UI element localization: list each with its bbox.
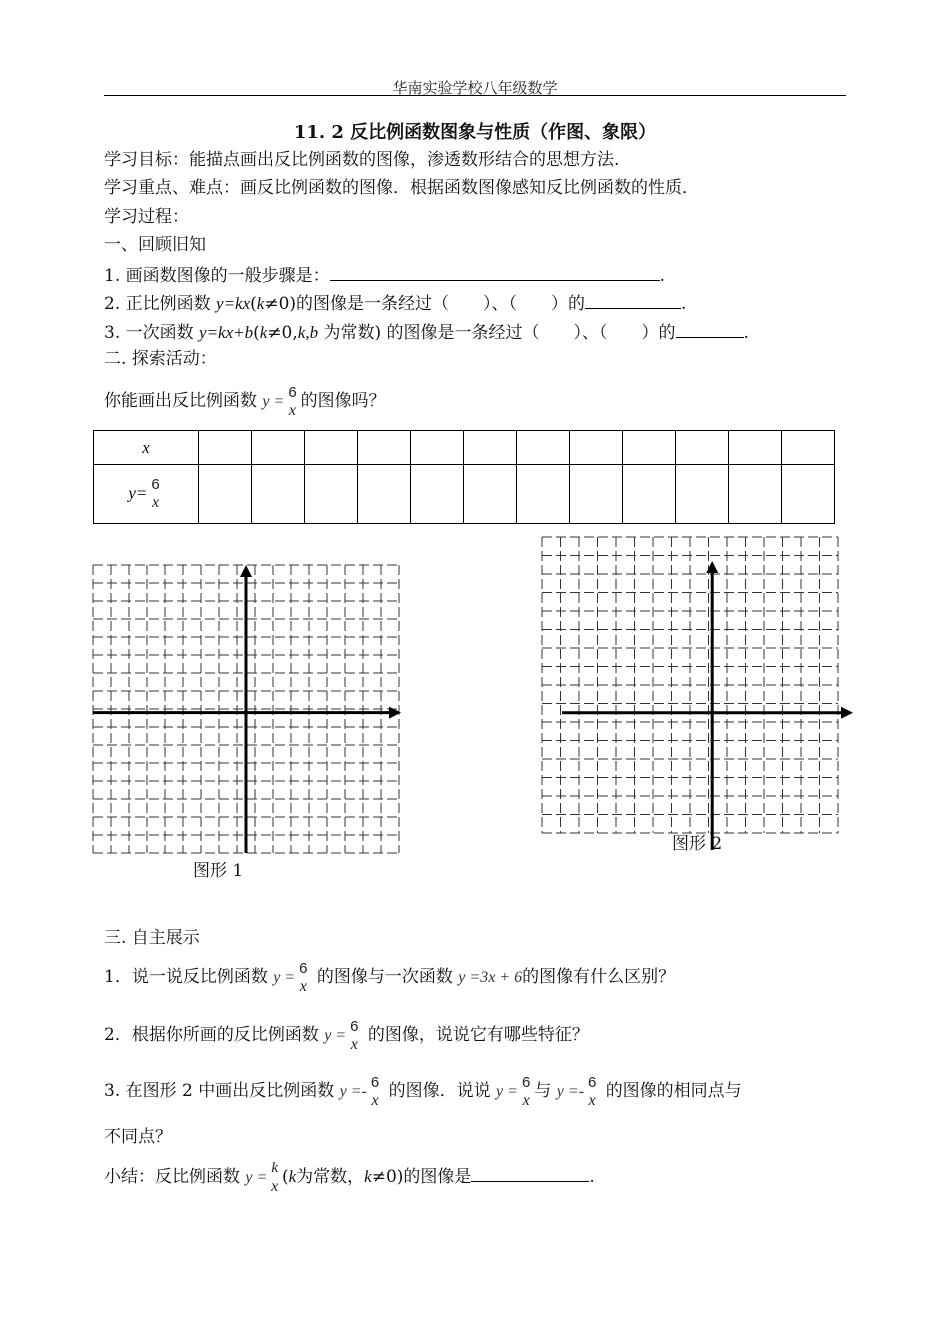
table-cell[interactable] [252, 465, 305, 524]
show-question-3 [104, 1067, 742, 1116]
page-header: 华南实验学校八年级数学 [392, 79, 558, 97]
table-cell[interactable] [464, 431, 517, 465]
table-cell[interactable] [305, 465, 358, 524]
q3-ne: ≠0, [267, 323, 298, 343]
fraction-denominator: x [288, 401, 297, 419]
summary-k2: k [364, 1167, 372, 1186]
s3-fraction-2: 6 x [521, 1073, 531, 1109]
table-cell[interactable] [676, 465, 729, 524]
q2-end: . [681, 294, 687, 314]
summary-k: k [288, 1167, 297, 1186]
table-cell[interactable] [623, 431, 676, 465]
table-x-header: x [94, 431, 199, 465]
s3-d: 的图像的相同点与 [605, 1081, 742, 1101]
s1-c: 的图像有什么区别？ [522, 967, 676, 987]
summary-a: 小结：反比例函数 [104, 1167, 240, 1187]
s3-y3: y =- [556, 1083, 584, 1100]
table-cell[interactable] [252, 431, 305, 465]
s3-fraction-1: 6 x [370, 1073, 380, 1109]
figure-1-caption: 图形 1 [193, 861, 244, 881]
q2-k: k [256, 294, 265, 313]
show-question-3-cont: 不同点？ [104, 1127, 172, 1147]
table-cell[interactable] [199, 431, 252, 465]
s3-a: 3. 在图形 2 中画出反比例函数 [104, 1081, 335, 1101]
s3-y2: y = [496, 1083, 518, 1100]
table-cell[interactable] [199, 465, 252, 524]
s2-y: y = [324, 1027, 347, 1044]
learning-process: 学习过程： [104, 207, 189, 227]
table-cell[interactable] [729, 465, 782, 524]
table-cell[interactable] [464, 465, 517, 524]
summary-b: ( [281, 1167, 289, 1187]
q3-kb: k,b [297, 323, 319, 342]
q2-a: 2. 正比例函数 [104, 294, 217, 314]
summary-end: . [589, 1167, 595, 1187]
page-title: 11. 2 反比例函数图象与性质（作图、象限） [293, 122, 657, 143]
s2-fraction: 6 x [350, 1017, 359, 1053]
s3-b: 的图像．说说 [388, 1081, 491, 1101]
table-cell[interactable] [623, 465, 676, 524]
table-row-x [94, 431, 835, 465]
key-points: 学习重点、难点：画反比例函数的图像．根据函数图像感知反比例函数的性质． [104, 178, 699, 198]
explore-b: 的图像吗？ [300, 391, 386, 411]
coordinate-grid-2[interactable] [537, 532, 862, 850]
question-1 [104, 262, 665, 288]
q2-ne: ≠0)的图像是一条经过（ ）、（ ）的 [264, 294, 586, 314]
explore-a: 你能画出反比例函数 [104, 391, 257, 411]
summary-ne: ≠0)的图像是 [371, 1167, 472, 1187]
s1-b: 的图像与一次函数 [316, 967, 453, 987]
summary-c: 为常数， [296, 1167, 365, 1187]
fraction-numerator: 6 [288, 383, 297, 401]
table-cell[interactable] [411, 465, 464, 524]
table-cell[interactable] [411, 431, 464, 465]
s3-fraction-3: 6 x [587, 1073, 597, 1109]
table-cell[interactable] [517, 431, 570, 465]
table-cell[interactable] [570, 431, 623, 465]
q3-c: 为常数) 的图像是一条经过（ ）、（ ）的 [318, 323, 676, 343]
question-2 [104, 290, 686, 316]
explore-heading: 二. 探索活动： [104, 349, 217, 369]
s3-y: y =- [339, 1083, 367, 1100]
table-y-header: y= 6 x [94, 465, 199, 524]
s2-a: 2．根据你所画的反比例函数 [104, 1025, 319, 1045]
q1-blank[interactable] [330, 262, 660, 281]
q2-b: ( [250, 294, 257, 314]
learning-goal: 学习目标：能描点画出反比例函数的图像，渗透数形结合的思想方法. [104, 150, 620, 170]
table-cell[interactable] [676, 431, 729, 465]
summary-fraction: k x [271, 1159, 279, 1195]
q1-end: . [659, 266, 666, 286]
table-cell[interactable] [358, 465, 411, 524]
value-table [93, 430, 835, 524]
x-axis-arrow-icon [841, 707, 853, 719]
summary-blank[interactable] [471, 1163, 589, 1182]
s2-b: 的图像，说说它有哪些特征？ [367, 1025, 589, 1045]
table-cell[interactable] [782, 465, 835, 524]
s1-a: 1．说一说反比例函数 [104, 967, 268, 987]
review-heading: 一、回顾旧知 [104, 235, 206, 255]
question-3 [104, 319, 749, 345]
figure-2-caption: 图形 2 [672, 834, 723, 854]
explore-question [104, 377, 386, 426]
header-rule [104, 95, 846, 96]
q1-text: 1. 画函数图像的一般步骤是： [104, 266, 330, 286]
table-cell[interactable] [729, 431, 782, 465]
show-heading: 三. 自主展示 [104, 928, 200, 948]
explore-y: y = [262, 393, 285, 410]
show-question-1 [104, 953, 675, 1002]
table-cell[interactable] [305, 431, 358, 465]
q3-b: ( [253, 323, 260, 343]
table-row-y [94, 465, 835, 524]
q2-blank[interactable] [585, 290, 681, 309]
s1-y: y = [273, 969, 296, 986]
s1-fraction: 6 x [299, 959, 308, 995]
coordinate-grid-1[interactable] [88, 560, 403, 860]
q3-k: k [259, 323, 268, 342]
s1-linear: y =3x + 6 [458, 969, 523, 986]
table-cell[interactable] [782, 431, 835, 465]
q3-a: 3. 一次函数 [104, 323, 200, 343]
table-cell[interactable] [358, 431, 411, 465]
q3-blank[interactable] [676, 319, 744, 338]
y-axis-arrow-icon [240, 565, 252, 577]
q3-end: . [743, 323, 749, 343]
explore-fraction [286, 385, 298, 419]
show-question-2 [104, 1011, 589, 1060]
summary-y: y = [245, 1169, 268, 1186]
s3-c: 与 [534, 1081, 552, 1101]
table-cell[interactable] [570, 465, 623, 524]
summary [104, 1153, 595, 1202]
table-cell[interactable] [517, 465, 570, 524]
q2-fn: y=kx [216, 294, 251, 313]
q3-fn: y=kx+b [199, 323, 254, 342]
